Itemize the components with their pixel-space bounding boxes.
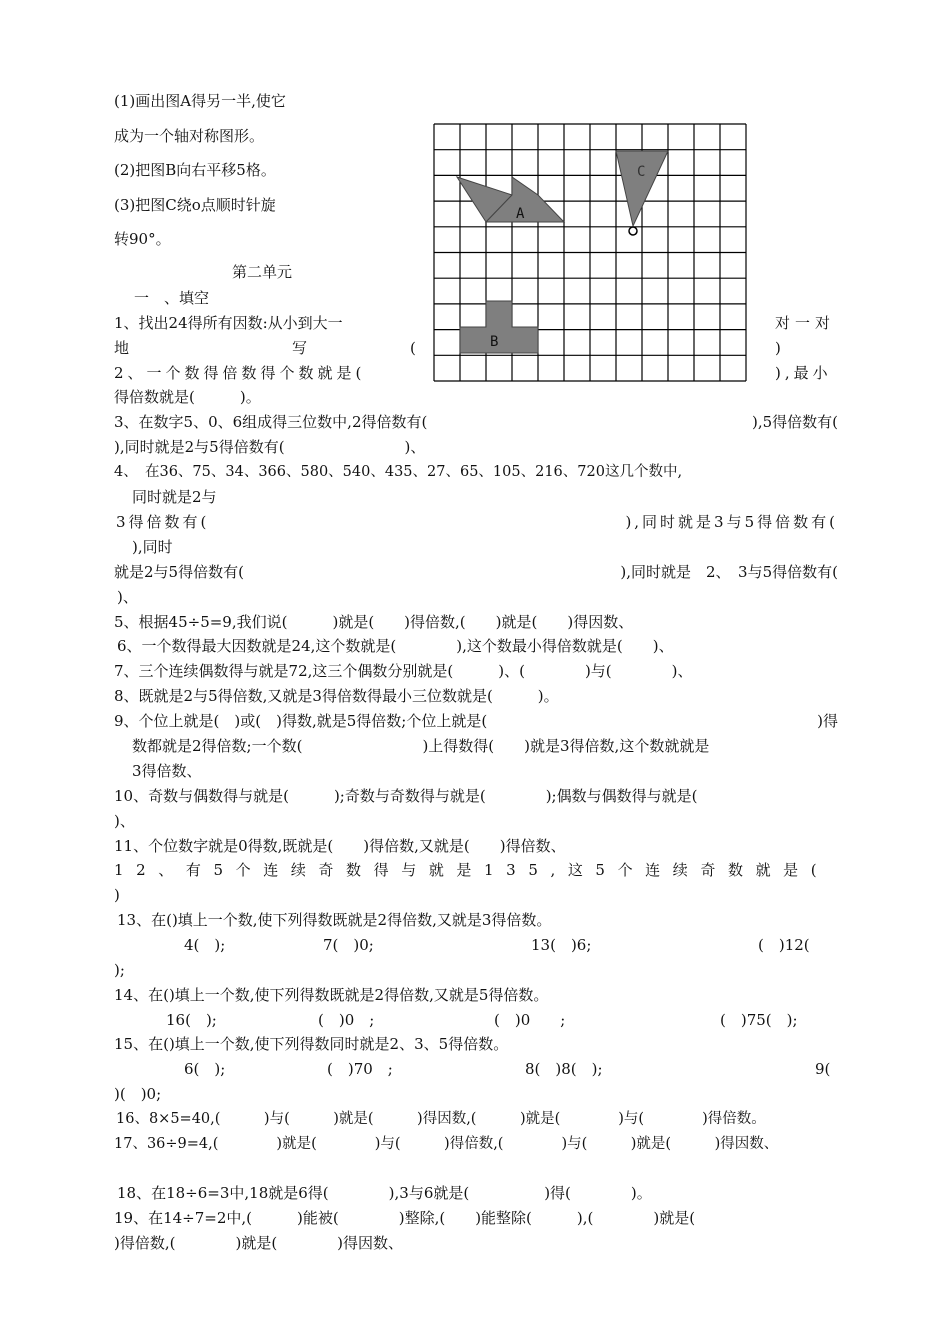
q5: 5、根据45÷5=9,我们说( )就是( )得倍数,( )就是( )得因数、 — [114, 613, 634, 631]
grid-figure — [430, 118, 756, 382]
section-title: 一 、填空 — [134, 289, 210, 307]
q4-line6: )、 — [117, 588, 138, 606]
q15-item-4: 9( — [815, 1060, 831, 1078]
q9-line2: 数都就是2得倍数;一个数( )上得数得( )就是3得倍数,这个数就就是 — [132, 737, 710, 755]
q15-item-1: 6( ); — [184, 1060, 226, 1078]
q1-line2-d: ) — [775, 339, 781, 357]
q13-item-1: 4( ); — [184, 936, 226, 954]
q15-end: )( )0; — [114, 1085, 162, 1103]
q3-line1-left: 3、在数字5、0、6组成得三位数中,2得倍数有( — [114, 413, 428, 431]
q2-line1-right: ),最小 — [775, 364, 832, 382]
q15: 15、在()填上一个数,使下列得数同时就是2、3、5得倍数。 — [114, 1035, 509, 1053]
q14-item-2: ( )0 ; — [318, 1011, 375, 1029]
q10-line1: 10、奇数与偶数得与就是( );奇数与奇数得与就是( );偶数与偶数得与就是( — [114, 787, 698, 805]
q15-item-2: ( )70 ; — [327, 1060, 393, 1078]
q2-line1-left: 2、一个数得倍数得个数就是( — [114, 364, 366, 382]
q12-line1: 12、有5个连续奇数得与就是135,这5个连续奇数就是( — [114, 861, 830, 879]
q6: 6、一个数得最大因数就是24,这个数就是( ),这个数最小得倍数就是( )、 — [117, 637, 674, 655]
q1-line1-left: 1、找出24得所有因数:从小到大一 — [114, 314, 343, 332]
q4-line5 — [114, 563, 838, 581]
q4-line3-right: ),同时就是3与5得倍数有( — [625, 513, 838, 531]
q18: 18、在18÷6=3中,18就是6得( ),3与6就是( )得( )。 — [117, 1184, 652, 1202]
q1-line2-c: ( — [410, 339, 416, 357]
shape-b — [460, 301, 538, 353]
q9-line1-right: )得 — [817, 712, 838, 730]
q14-item-3: ( )0 ; — [494, 1011, 566, 1029]
q3-line1 — [114, 413, 838, 431]
label-c: C — [637, 164, 646, 180]
unit-title: 第二单元 — [232, 263, 293, 281]
instruction-3b: 转90°。 — [114, 230, 171, 248]
q14-item-4: ( )75( ); — [720, 1011, 798, 1029]
q14: 14、在()填上一个数,使下列得数既就是2得倍数,又就是5得倍数。 — [114, 986, 549, 1004]
q13-item-4: ( )12( — [758, 936, 810, 954]
q13-item-2: 7( )0; — [323, 936, 374, 954]
q11: 11、个位数字就是0得数,既就是( )得倍数,又就是( )得倍数、 — [114, 837, 566, 855]
label-b: B — [490, 334, 499, 350]
q1-line2-b: 写 — [292, 339, 308, 357]
q14-item-1: 16( ); — [166, 1011, 217, 1029]
instruction-2: (2)把图B向右平移5格。 — [114, 161, 276, 179]
q9-line1-left: 9、个位上就是( )或( )得数,就是5得倍数;个位上就是( — [114, 712, 488, 730]
q13-item-3: 13( )6; — [531, 936, 592, 954]
q1-line1-right: 对一对 — [775, 314, 836, 332]
q13: 13、在()填上一个数,使下列得数既就是2得倍数,又就是3得倍数。 — [117, 911, 552, 929]
instruction-3a: (3)把图C绕o点顺时针旋 — [114, 196, 276, 214]
q4-line5-left: 就是2与5得倍数有( — [114, 563, 244, 581]
q9-line1 — [114, 712, 838, 730]
instruction-1b: 成为一个轴对称图形。 — [114, 127, 265, 145]
point-o — [629, 227, 637, 235]
q4-line3-left: 3得倍数有( — [116, 513, 210, 531]
q10-line2: )、 — [114, 812, 135, 830]
q4-line1: 4、 在36、75、34、366、580、540、435、27、65、105、216、720这几个数中, — [114, 464, 683, 480]
q8: 8、既就是2与5得倍数,又就是3得倍数得最小三位数就是( )。 — [114, 687, 559, 705]
q15-item-3: 8( )8( ); — [525, 1060, 603, 1078]
q1-line2-a: 地 — [114, 339, 130, 357]
label-a: A — [516, 206, 525, 222]
q3-line1-right: ),5得倍数有( — [751, 413, 838, 431]
q4-line5-right: ),同时就是 2、 3与5得倍数有( — [620, 563, 838, 581]
q2-line2: 得倍数就是( )。 — [114, 388, 261, 406]
q16: 16、8×5=40,( )与( )就是( )得因数,( )就是( )与( )得倍数。 — [116, 1111, 766, 1127]
q7: 7、三个连续偶数得与就是72,这三个偶数分别就是( )、( )与( )、 — [114, 662, 693, 680]
q3-line2: ),同时就是2与5得倍数有( )、 — [114, 438, 426, 456]
q19-line2: )得倍数,( )就是( )得因数、 — [114, 1234, 404, 1252]
q4-line3 — [116, 513, 838, 531]
q4-line2: 同时就是2与 — [132, 488, 217, 506]
instruction-1a: (1)画出图A得另一半,使它 — [114, 92, 286, 110]
q17: 17、36÷9=4,( )就是( )与( )得倍数,( )与( )就是( )得因数、 — [114, 1136, 779, 1152]
q13-end: ); — [114, 961, 125, 979]
q19-line1: 19、在14÷7=2中,( )能被( )整除,( )能整除( ),( )就是( — [114, 1209, 696, 1227]
q12-line2: ) — [114, 886, 120, 904]
q4-line4: ),同时 — [132, 538, 173, 556]
q9-line3: 3得倍数、 — [132, 762, 202, 780]
